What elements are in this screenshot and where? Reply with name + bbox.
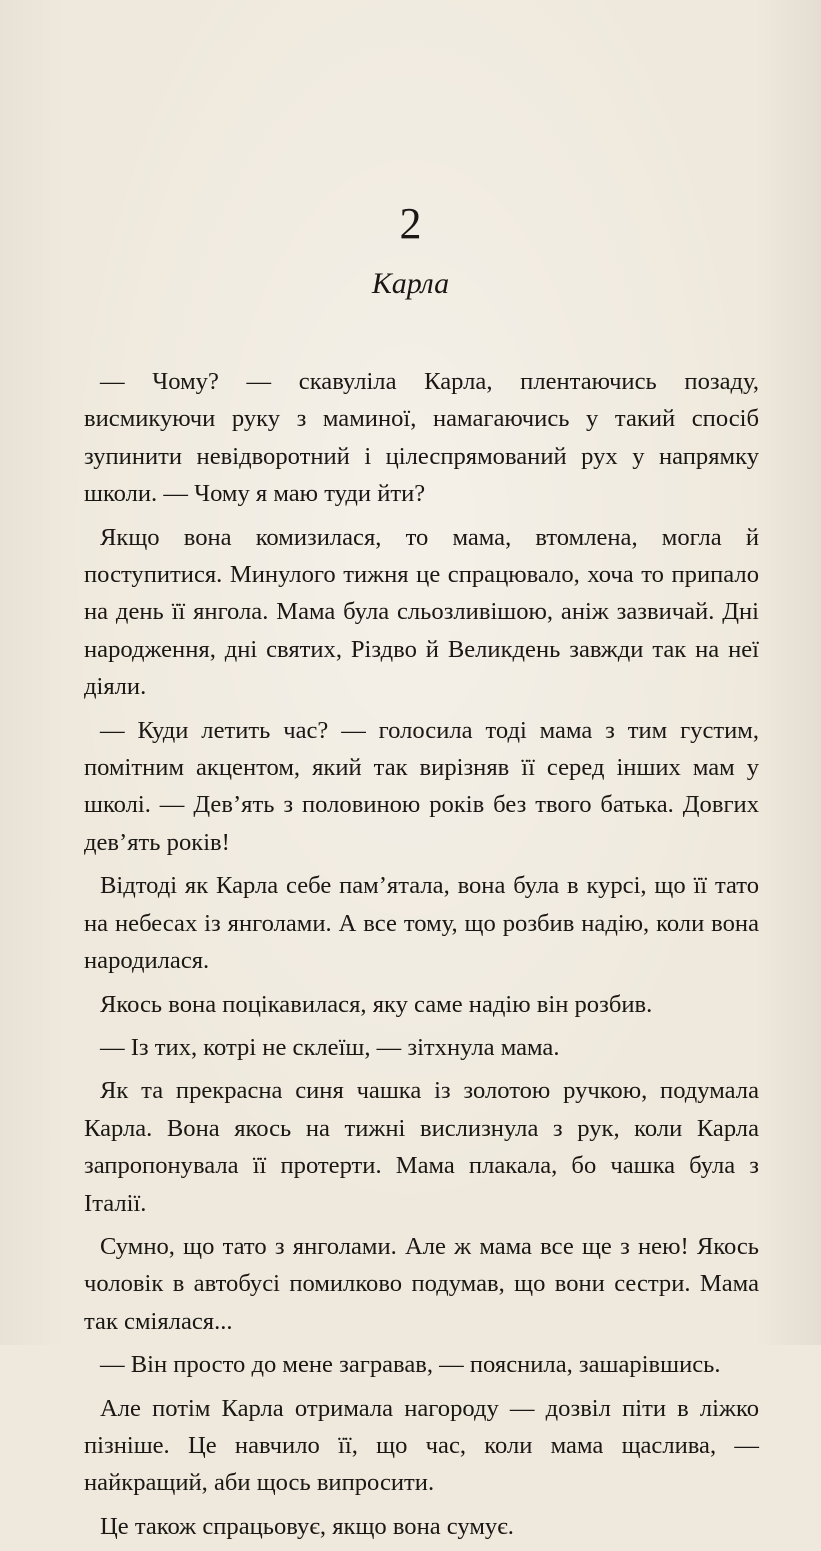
paragraph: Якось вона поцікавилася, яку саме надію він розбив. — [100, 990, 653, 1018]
paragraph: — Він просто до мене загравав, — пояснила, зашарівшись. — [100, 1351, 721, 1379]
paragraph: — Куди летить час? — голосила тоді мама з тим густим, помітним акцентом, який так вирізняв її серед інших мам у школі. — Дев’ять з половиною років без твого батька. Довгих дев’ять років! — [84, 716, 759, 856]
paragraph: Якщо вона комизилася, то мама, втомлена, могла й поступитися. Минулого тижня це спрацювало, хоча то припало на день її янгола. Мама була сльозливішою, аніж зазвичай. Дні народження, дні святих, Різдво й Великдень завжди так на неї діяли. — [84, 523, 759, 701]
chapter-title: Карла — [371, 267, 450, 300]
paragraph: Як та прекрасна синя чашка із золотою ручкою, подумала Карла. Вона якось на тижні вислизнула з рук, коли Карла запропонувала її протерти. Мама плакала, бо чашка була з Італії. — [84, 1077, 759, 1217]
chapter-number: 2 — [399, 199, 422, 248]
paragraph: Сумно, що тато з янголами. Але ж мама все ще з нею! Якось чоловік в автобусі помилково подумав, що вони сестри. Мама так сміялася... — [84, 1232, 759, 1335]
chapter-body — [84, 363, 759, 1551]
paragraph: Це також спрацьовує, якщо вона сумує. — [100, 1512, 514, 1540]
paragraph: — Із тих, котрі не склеїш, — зітхнула мама. — [100, 1033, 560, 1061]
paragraph: Але потім Карла отримала нагороду — дозвіл піти в ліжко пізніше. Це навчило її, що час, коли мама щаслива, — найкращий, аби щось випросити. — [84, 1394, 759, 1497]
paragraph: — Чому? — скавуліла Карла, плентаючись позаду, висмикуючи руку з маминої, намагаючись у такий спосіб зупинити невідворотний і цілеспрямований рух у напрямку школи. — Чому я маю туди йти? — [84, 368, 759, 508]
paragraph: Відтоді як Карла себе пам’ятала, вона була в курсі, що її тато на небесах із янголами. А все тому, що розбив надію, коли вона народилася. — [84, 872, 759, 975]
